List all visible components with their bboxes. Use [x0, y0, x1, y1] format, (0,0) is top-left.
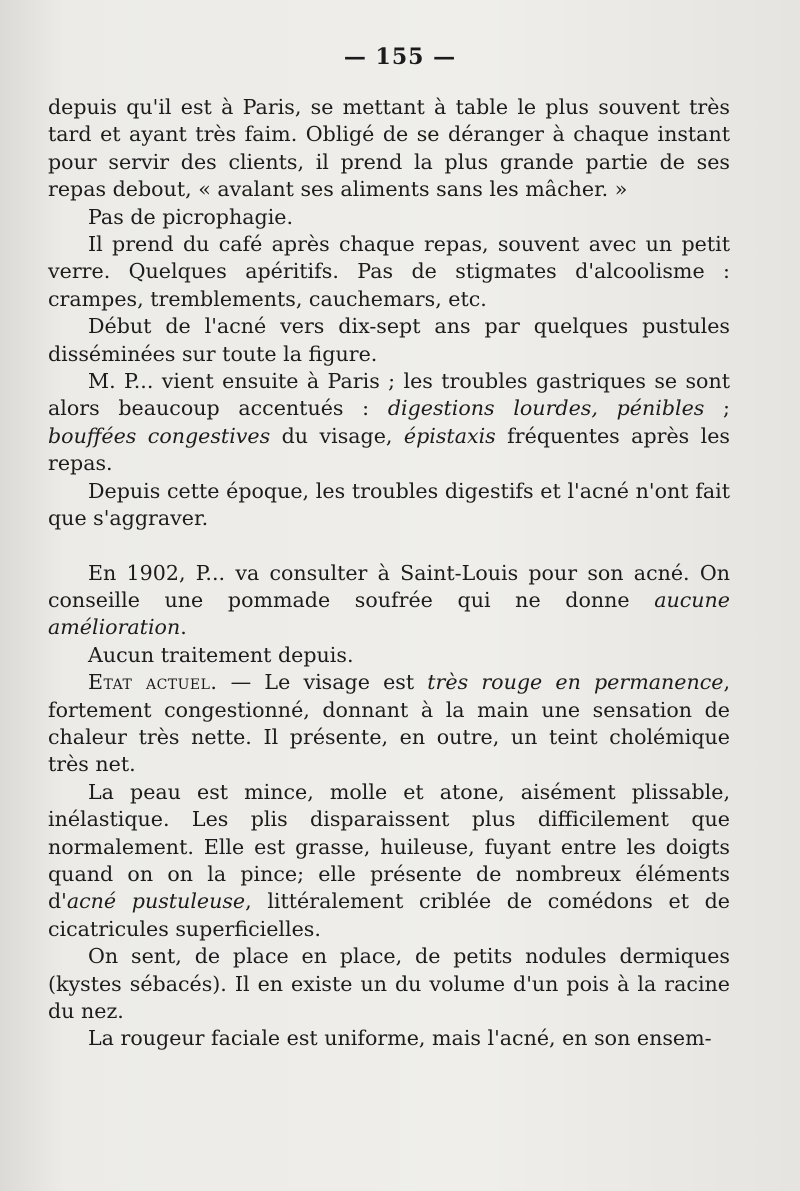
text-run: depuis qu'il est à Paris, se mettant à table le plus souvent très tard et ayant très faim. Obligé de se déranger à chaque instant pour servir des clients, il prend la plus grande partie de ses repas debout, « avalant ses aliments sans les mâcher. »	[48, 95, 730, 202]
text-run: On sent, de place en place, de petits nodules dermiques (kystes sébacés). Il en existe un du volume d'un pois à la racine du nez.	[48, 944, 730, 1023]
text-run: En 1902, P... va consulter à Saint-Louis pour son acné. On conseille une pommade soufrée qui ne donne	[48, 560, 730, 612]
paragraph	[48, 204, 730, 231]
text-run: du visage,	[270, 423, 404, 448]
paragraph	[48, 313, 730, 368]
italic-text: aucune amélioration	[48, 587, 730, 640]
paragraph	[48, 642, 730, 669]
italic-text: bouffées congestives	[48, 423, 271, 448]
text-run: , littéralement criblée de comédons et de cicatricules superficielles.	[48, 889, 730, 941]
text-run: ;	[704, 396, 730, 421]
page-number: — 155 —	[343, 44, 457, 70]
text-run: — Le visage est	[217, 670, 428, 695]
body-text	[48, 94, 730, 1053]
italic-text: épistaxis	[403, 423, 496, 448]
italic-text: très rouge en permanence	[427, 670, 724, 695]
paragraph	[48, 943, 730, 1025]
paragraph	[48, 368, 730, 478]
text-run: , fortement congestionné, donnant à la main une sensation de chaleur très nette. Il présente, en outre, un teint cholémique très net.	[48, 670, 731, 777]
paragraph	[48, 1025, 730, 1052]
paragraph	[48, 560, 730, 642]
italic-text: digestions lourdes, pénibles	[387, 396, 705, 421]
paragraph	[48, 231, 730, 313]
section-heading: Etat actuel.	[88, 670, 218, 695]
italic-text: acné pustuleuse	[66, 889, 246, 914]
text-run: La rougeur faciale est uniforme, mais l'acné, en son ensem-	[88, 1026, 712, 1051]
text-run: Depuis cette époque, les troubles digestifs et l'acné n'ont fait que s'aggraver.	[48, 478, 730, 531]
text-run: M. P... vient ensuite à Paris ; les troubles gastriques se sont alors beaucoup accentués :	[48, 369, 730, 421]
text-run: La peau est mince, molle et atone, aisément plissable, inélastique. Les plis disparaissent plus difficilement que normalement. Elle est grasse, huileuse, fuyant entre les doigts quand on on la pince; elle présente de nombreux éléments d'	[48, 779, 730, 914]
text-run: .	[180, 615, 187, 640]
text-run: Il prend du café après chaque repas, souvent avec un petit verre. Quelques apéritifs. Pas de stigmates d'alcoolisme : crampes, tremblements, cauchemars, etc.	[48, 232, 730, 311]
paragraph	[48, 779, 730, 943]
paragraph	[48, 478, 730, 533]
text-run: Début de l'acné vers dix-sept ans par quelques pustules disséminées sur toute la figure.	[48, 314, 730, 366]
text-run: fréquentes après les repas.	[48, 423, 730, 476]
text-run: Aucun traitement depuis.	[88, 642, 354, 667]
paragraph	[48, 669, 730, 779]
text-run: Pas de picrophagie.	[88, 204, 294, 229]
paragraph	[48, 94, 730, 204]
